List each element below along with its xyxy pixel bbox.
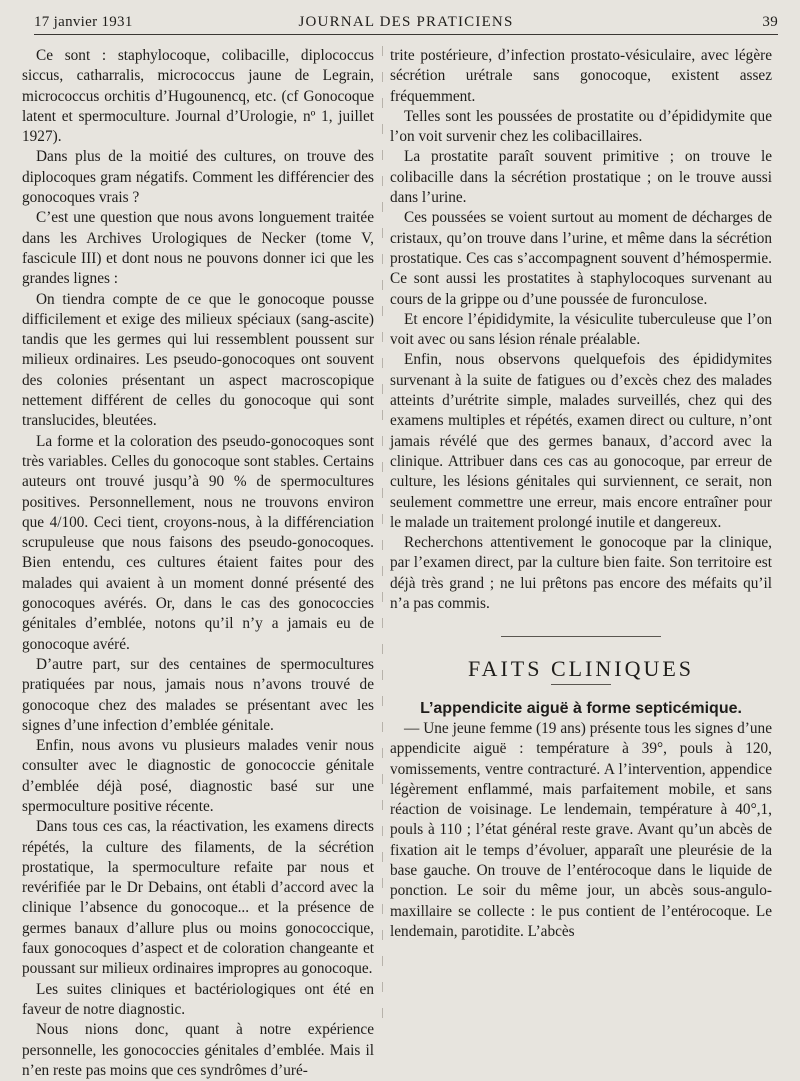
paragraph: Dans tous ces cas, la réactivation, les examens directs répétés, la culture des filaments, de la sécrétion prostatique, la spermoculture refaite par nous et revérifiée par le Dr Debains, ont établi d’accord avec la clinique l’absence du gonocoque... et la présence de germes banaux d’allure plus ou moins gonococcique, faux gonocoques d’aspect et de coloration changeante et poussant sur milieux ordinaires impropres au gonocoque. — [22, 818, 374, 978]
page-number: 39 — [762, 14, 778, 30]
paragraph: La prostatite paraît souvent primitive ; on trouve le colibacille dans la sécrétion prostatique ; on le trouve aussi dans l’urine. — [390, 148, 772, 207]
running-header — [34, 12, 778, 35]
paragraph: D’autre part, sur des centaines de spermocultures pratiquées par nous, jamais nous n’avons trouvé de gonocoque chez des malades se présentant avec les signes d’une infection d’emblée génitale. — [22, 655, 374, 734]
paragraph: Nous nions donc, quant à notre expérience personnelle, les gonococcies génitales d’emblée. Mais il n’en reste pas moins que ces syndrômes d’uré- — [22, 1021, 374, 1079]
paragraph: Et encore l’épididymite, la vésiculite tuberculeuse que l’on voit avec ou sans lésion rénale préalable. — [390, 310, 772, 349]
paragraph: Dans plus de la moitié des cultures, on trouve des diplocoques gram négatifs. Comment les différencier des gonocoques vrais ? — [22, 148, 374, 207]
article-text: — Une jeune femme (19 ans) présente tous les signes d’une appendicite aiguë : température à 39°, pouls à 120, vomissements, ventre contracturé. A l’intervention, appendice légèrement enflammé, mais parfaitement mobile, et sans réaction de voisinage. Le lendemain, température à 40°,1, pouls à 110 ; l’état général reste grave. Avant qu’un abcès de fixation ait le temps d’évoluer, apparaît une pleurésie de la base gauche. On trouve de l’entérocoque dans le liquide de ponction. Le soir du même jour, un abcès sous-angulo-maxillaire se collecte : le pus contient de l’entérocoque. Le lendemain, parotidite. L’abcès — [390, 719, 772, 940]
paragraph: Enfin, nous avons vu plusieurs malades venir nous consulter avec le diagnostic de gonococcie génitale d’emblée déjà posé, diagnostic basé sur une spermoculture positive récente. — [22, 737, 374, 815]
paragraph: C’est une question que nous avons longuement traitée dans les Archives Urologiques de Necker (tome V, fascicule III) et dont nous ne pouvons donner ici que les grandes lignes : — [22, 209, 374, 288]
paragraph: Enfin, nous observons quelquefois des épididymites survenant à la suite de fatigues ou d’excès chez des malades atteints d’urétrite simple, malades surveillés, chez qui des examens multiples et répétés, examen direct ou culture, n’ont jamais révélé que des germes banaux, d’accord avec la clinique. Attribuer dans ces cas au gonocoque, par erreur de culture, les lésions génitales qui surviennent, ce serait, non seulement commettre une erreur, mais encore entraîner pour le malade un traitement prolongé inutile et dangereux. — [390, 351, 772, 531]
paragraph: Telles sont les poussées de prostatite ou d’épididymite que l’on voit survenir chez les colibacillaires. — [390, 107, 772, 146]
paragraph: Les suites cliniques et bactériologiques ont été en faveur de notre diagnostic. — [22, 980, 374, 1018]
paragraph: Ces poussées se voient surtout au moment de décharges de cristaux, qu’on trouve dans l’urine, et même dans la sécrétion prostatique. Ces cas s’accompagnent souvent d’hémospermie. Ce sont aussi les prostatites à staphylocoques survenant au cours de la grippe ou d’une poussée de furonculose. — [390, 209, 772, 308]
paragraph: On tiendra compte de ce que le gonocoque pousse difficilement et exige des milieux spéciaux (sang-ascite) tandis que les germes qui lui ressemblent poussent sur milieux ordinaires. Les pseudo-gonocoques ont souvent des colonies présentant un aspect macroscopique nettement différent de celles du gonocoque qui sont translucides, bleutées. — [22, 290, 374, 430]
paragraph: Recherchons attentivement le gonocoque par la clinique, par l’examen direct, par la culture bien faite. Son territoire est déjà très grand ; ne lui prêtons pas encore des méfaits qu’il n’a pas commis. — [390, 534, 772, 613]
title-underline — [551, 684, 611, 685]
paragraph: Ce sont : staphylocoque, colibacille, diplococcus siccus, catharralis, micrococcus jaune de Legrain, micrococcus orchitis d’Hugounencq, etc. (cf Gonocoque latent et spermoculture. Journal d’Urologie, nº 1, juillet 1927). — [22, 47, 374, 146]
paragraph: trite postérieure, d’infection prostato-vésiculaire, avec légère sécrétion urétrale sans gonocoque, existent assez fréquemment. — [390, 47, 772, 105]
column-divider — [382, 46, 383, 1033]
section-separator — [501, 636, 661, 637]
journal-title: JOURNAL DES PRATICIENS — [298, 14, 514, 30]
header-date: 17 janvier 1931 — [34, 14, 133, 30]
right-column — [390, 46, 772, 1065]
section-title: FAITS CLINIQUES — [467, 656, 695, 682]
paragraph: La forme et la coloration des pseudo-gonocoques sont très variables. Celles du gonocoque sont stables. Certains auteurs ont trouvé jusqu’à 90 % de spermocultures positives. Personnellement, nous ne trouvons environ que 4/100. Ceci tient, croyons-nous, à la différenciation scrupuleuse que nous faisons des pseudo-gonocoques. Bien entendu, ces cultures étaient faites pour des malades qui avaient à un moment donné présenté des gonocoques avérés. Or, dans le cas des gonococcies génitales d’emblée, notons qu’il n’y a jamais eu de gonocoque avéré. — [22, 432, 374, 653]
article-title: L’appendicite aiguë à forme septicémique. — [420, 699, 742, 717]
left-column — [22, 46, 374, 1079]
